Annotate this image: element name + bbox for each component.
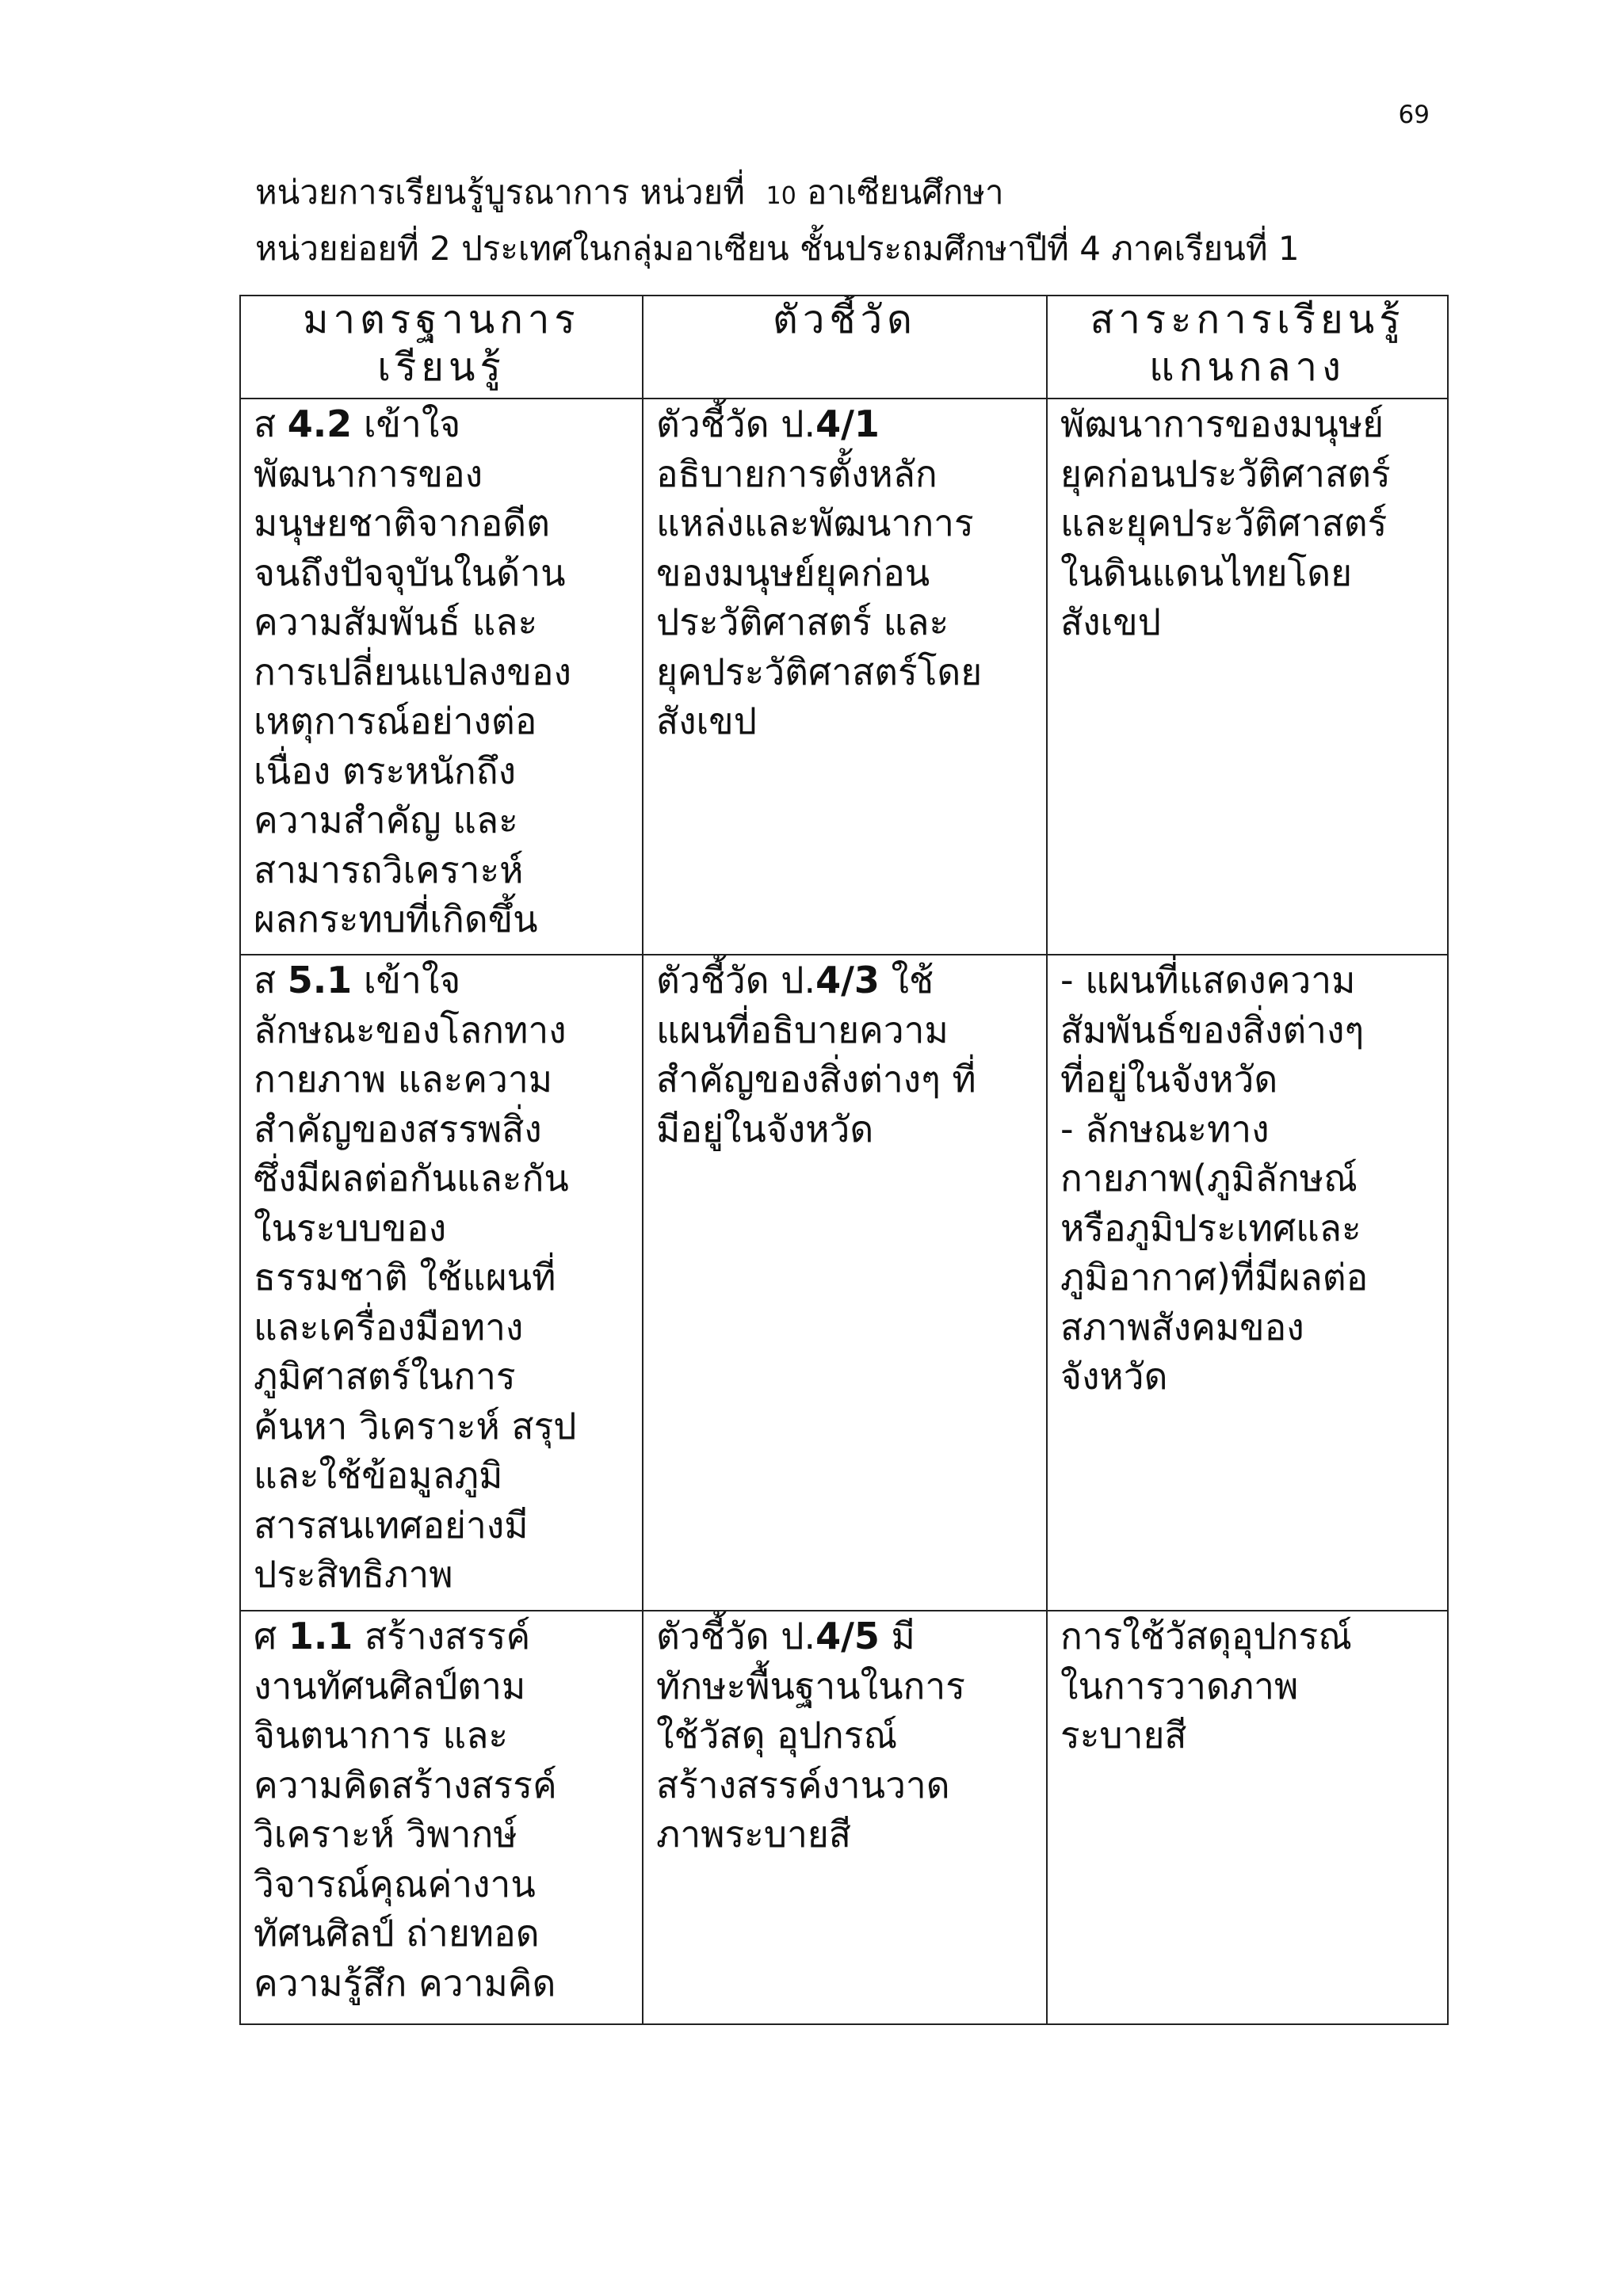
- standard-text: สำคัญของสรรพสิ่ง: [254, 1107, 542, 1150]
- header-line: มาตรฐานการ: [303, 297, 580, 342]
- indicator-prefix: ตัวชี้วัด ป.: [656, 1615, 816, 1657]
- indicator-code: 4/3: [815, 959, 880, 1001]
- content-text: ระบายสี: [1060, 1714, 1187, 1756]
- page-number: 69: [1398, 101, 1430, 129]
- header-learning-standard: [240, 296, 643, 399]
- standard-text: วิจารณ์คุณค่างาน: [254, 1862, 536, 1905]
- content-text: ยุคก่อนประวัติศาสตร์: [1060, 452, 1391, 495]
- standard-text: ความสัมพันธ์ และ: [254, 601, 538, 643]
- standard-text: จนถึงปัจจุบันในด้าน: [254, 551, 566, 594]
- indicator-code-line: [656, 955, 1037, 1005]
- content-text: - ลักษณะทาง: [1060, 1107, 1270, 1150]
- indicator-text: สร้างสรรค์งานวาด: [656, 1763, 950, 1806]
- indicator-text: อธิบายการตั้งหลัก: [656, 452, 938, 495]
- cell-standard: [240, 1611, 643, 2024]
- content-text: หรือภูมิประเทศและ: [1060, 1206, 1361, 1249]
- content-text: การใช้วัสดุอุปกรณ์: [1060, 1615, 1352, 1657]
- indicator-text: สังเขป: [656, 700, 757, 742]
- cell-standard: [240, 399, 643, 955]
- standard-text: เข้าใจ: [363, 959, 461, 1001]
- indicator-text: ใช้: [891, 959, 934, 1001]
- standard-text: งานทัศนศิลป์ตาม: [254, 1664, 526, 1707]
- indicator-text: มี: [891, 1615, 915, 1657]
- header-line: ตัวชี้วัด: [773, 297, 917, 342]
- content-text: และยุคประวัติศาสตร์: [1060, 502, 1388, 544]
- indicator-text: มีอยู่ในจังหวัด: [656, 1107, 874, 1150]
- table-row: [240, 1611, 1448, 2024]
- header-line: สาระการเรียนรู้: [1090, 297, 1405, 342]
- indicator-text: ทักษะพื้นฐานในการ: [656, 1664, 965, 1707]
- standard-text: ผลกระทบที่เกิดขึ้น: [254, 898, 538, 940]
- cell-indicator: [643, 955, 1047, 1611]
- standard-text: กายภาพ และความ: [254, 1058, 553, 1100]
- indicator-text: สำคัญของสิ่งต่างๆ ที่: [656, 1058, 976, 1100]
- content-text: สัมพันธ์ของสิ่งต่างๆ: [1060, 1008, 1365, 1051]
- indicator-code-line: [656, 1611, 1037, 1661]
- indicator-code: 4/1: [815, 402, 880, 445]
- standard-text: ลักษณะของโลกทาง: [254, 1008, 567, 1051]
- standard-prefix: ส: [254, 959, 277, 1001]
- standard-text: ความรู้สึก ความคิด: [254, 1961, 556, 2004]
- content-text: - แผนที่แสดงความ: [1060, 959, 1356, 1001]
- indicator-text: ของมนุษย์ยุคก่อน: [656, 551, 930, 594]
- document-heading: [255, 166, 1491, 275]
- indicator-text: แหล่งและพัฒนาการ: [656, 502, 974, 544]
- standard-text: มนุษยชาติจากอดีต: [254, 502, 550, 544]
- standard-text: พัฒนาการของ: [254, 452, 483, 495]
- standard-text: ทัศนศิลป์ ถ่ายทอด: [254, 1912, 540, 1955]
- cell-core-content: [1047, 399, 1448, 955]
- standard-text: เหตุการณ์อย่างต่อ: [254, 700, 537, 742]
- standard-text: ค้นหา วิเคราะห์ สรุป: [254, 1404, 577, 1447]
- table-header-row: [240, 296, 1448, 399]
- content-text: พัฒนาการของมนุษย์: [1060, 402, 1384, 445]
- standard-code-line: [254, 399, 632, 449]
- standard-text: เนื่อง ตระหนักถึง: [254, 749, 517, 792]
- standard-text: วิเคราะห์ วิพากษ์: [254, 1813, 517, 1855]
- header-indicator: [643, 296, 1047, 399]
- standard-text: และเครื่องมือทาง: [254, 1305, 524, 1348]
- header-line: แกนกลาง: [1149, 345, 1346, 390]
- indicator-text: ภาพระบายสี: [656, 1813, 851, 1855]
- standard-text: การเปลี่ยนแปลงของ: [254, 650, 571, 693]
- heading-unit-title: หน่วยการเรียนรู้บูรณาการ หน่วยที่: [255, 173, 745, 212]
- content-text: สภาพสังคมของ: [1060, 1305, 1304, 1348]
- standard-text: สามารถวิเคราะห์: [254, 848, 524, 891]
- header-line: เรียนรู้: [377, 345, 506, 390]
- content-text: สังเขป: [1060, 601, 1161, 643]
- cell-core-content: [1047, 1611, 1448, 2024]
- indicator-text: ยุคประวัติศาสตร์โดย: [656, 650, 983, 693]
- heading-unit-number: 10: [766, 182, 796, 210]
- standard-prefix: ส: [254, 402, 277, 445]
- table-row: [240, 399, 1448, 955]
- indicator-code-line: [656, 399, 1037, 449]
- standard-text: จินตนาการ และ: [254, 1714, 509, 1756]
- standard-code: 4.2: [287, 402, 353, 445]
- standard-text: ภูมิศาสตร์ในการ: [254, 1355, 516, 1398]
- content-text: ภูมิอากาศ)ที่มีผลต่อ: [1060, 1256, 1369, 1299]
- cell-standard: [240, 955, 643, 1611]
- heading-line-unit: [255, 166, 1491, 223]
- content-text: จังหวัด: [1060, 1355, 1168, 1398]
- standard-code: 1.1: [288, 1615, 353, 1657]
- standard-code: 5.1: [287, 959, 353, 1001]
- heading-unit-name: อาเซียนศึกษา: [807, 173, 1004, 212]
- standard-text: ความคิดสร้างสรรค์: [254, 1763, 557, 1806]
- standard-text: ความสำคัญ และ: [254, 799, 518, 841]
- standard-text: ในระบบของ: [254, 1206, 447, 1249]
- indicator-code: 4/5: [815, 1615, 880, 1657]
- indicator-prefix: ตัวชี้วัด ป.: [656, 959, 816, 1001]
- content-text: ในการวาดภาพ: [1060, 1664, 1299, 1707]
- cell-indicator: [643, 399, 1047, 955]
- indicator-text: แผนที่อธิบายความ: [656, 1008, 949, 1051]
- standard-text: สารสนเทศอย่างมี: [254, 1503, 529, 1547]
- content-text: ในดินแดนไทยโดย: [1060, 551, 1353, 594]
- standard-text: ประสิทธิภาพ: [254, 1553, 453, 1596]
- standard-text: และใช้ข้อมูลภูมิ: [254, 1454, 503, 1497]
- header-core-content: [1047, 296, 1448, 399]
- standard-code-line: [254, 955, 632, 1005]
- cell-core-content: [1047, 955, 1448, 1611]
- cell-indicator: [643, 1611, 1047, 2024]
- indicator-prefix: ตัวชี้วัด ป.: [656, 402, 816, 445]
- content-text: กายภาพ(ภูมิลักษณ์: [1060, 1157, 1358, 1199]
- standard-text: สร้างสรรค์: [364, 1615, 531, 1657]
- standard-prefix: ศ: [254, 1615, 277, 1657]
- heading-line-subunit: หน่วยย่อยที่ 2 ประเทศในกลุ่มอาเซียน ชั้นประถมศึกษาปีที่ 4 ภาคเรียนที่ 1: [255, 229, 1300, 268]
- table-row: [240, 955, 1448, 1611]
- standard-text: ธรรมชาติ ใช้แผนที่: [254, 1256, 556, 1299]
- standard-code-line: [254, 1611, 632, 1661]
- standard-text: ซึ่งมีผลต่อกันและกัน: [254, 1157, 569, 1199]
- indicator-text: ใช้วัสดุ อุปกรณ์: [656, 1714, 898, 1756]
- standard-text: เข้าใจ: [363, 402, 461, 445]
- curriculum-table: [239, 295, 1449, 2025]
- content-text: ที่อยู่ในจังหวัด: [1060, 1058, 1278, 1100]
- indicator-text: ประวัติศาสตร์ และ: [656, 601, 949, 643]
